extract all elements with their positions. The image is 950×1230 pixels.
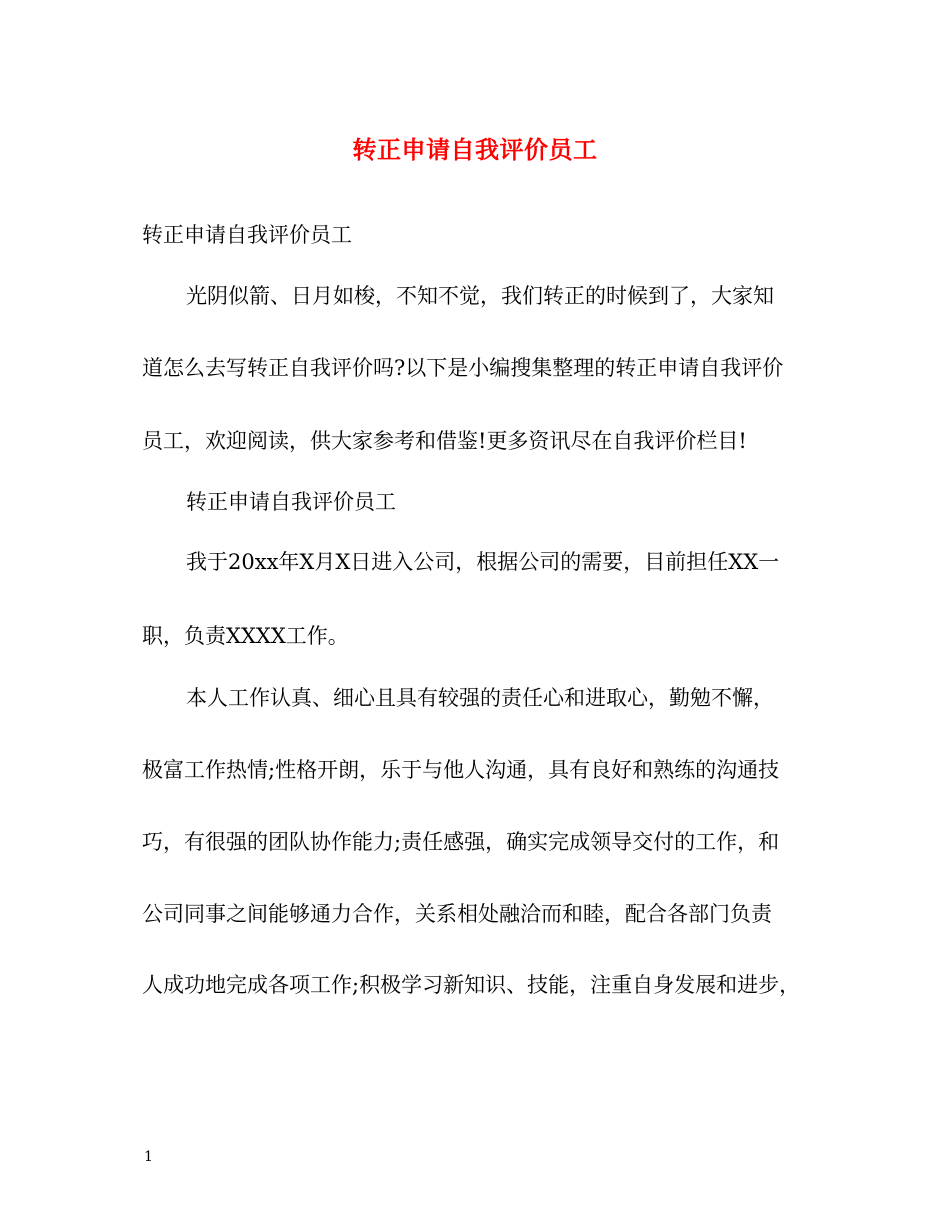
document-title: 转正申请自我评价员工 (352, 135, 598, 164)
page-number: 1 (144, 1149, 153, 1165)
paragraph-line: 道怎么去写转正自我评价吗?以下是小编搜集整理的转正申请自我评价 (142, 356, 784, 380)
paragraph-line: 巧，有很强的团队协作能力;责任感强，确实完成领导交付的工作，和 (142, 830, 780, 854)
paragraph-line: 极富工作热情;性格开朗，乐于与他人沟通，具有良好和熟练的沟通技 (142, 758, 780, 782)
paragraph-line: 公司同事之间能够通力合作，关系相处融洽而和睦，配合各部门负责 (142, 902, 772, 926)
paragraph-line: 本人工作认真、细心且具有较强的责任心和进取心，勤勉不懈， (186, 686, 774, 710)
paragraph-line: 职，负责XXXX工作。 (142, 624, 349, 648)
paragraph-line: 光阴似箭、日月如梭，不知不觉，我们转正的时候到了，大家知 (186, 284, 774, 308)
paragraph-line: 人成功地完成各项工作;积极学习新知识、技能，注重自身发展和进步， (142, 973, 801, 997)
subtitle-line: 转正申请自我评价员工 (142, 223, 352, 247)
paragraph-line: 我于20xx年X月X日进入公司，根据公司的需要，目前担任XX一 (186, 550, 780, 574)
paragraph-line: 员工，欢迎阅读，供大家参考和借鉴!更多资讯尽在自我评价栏目! (142, 429, 747, 453)
section-heading-line: 转正申请自我评价员工 (186, 490, 396, 514)
